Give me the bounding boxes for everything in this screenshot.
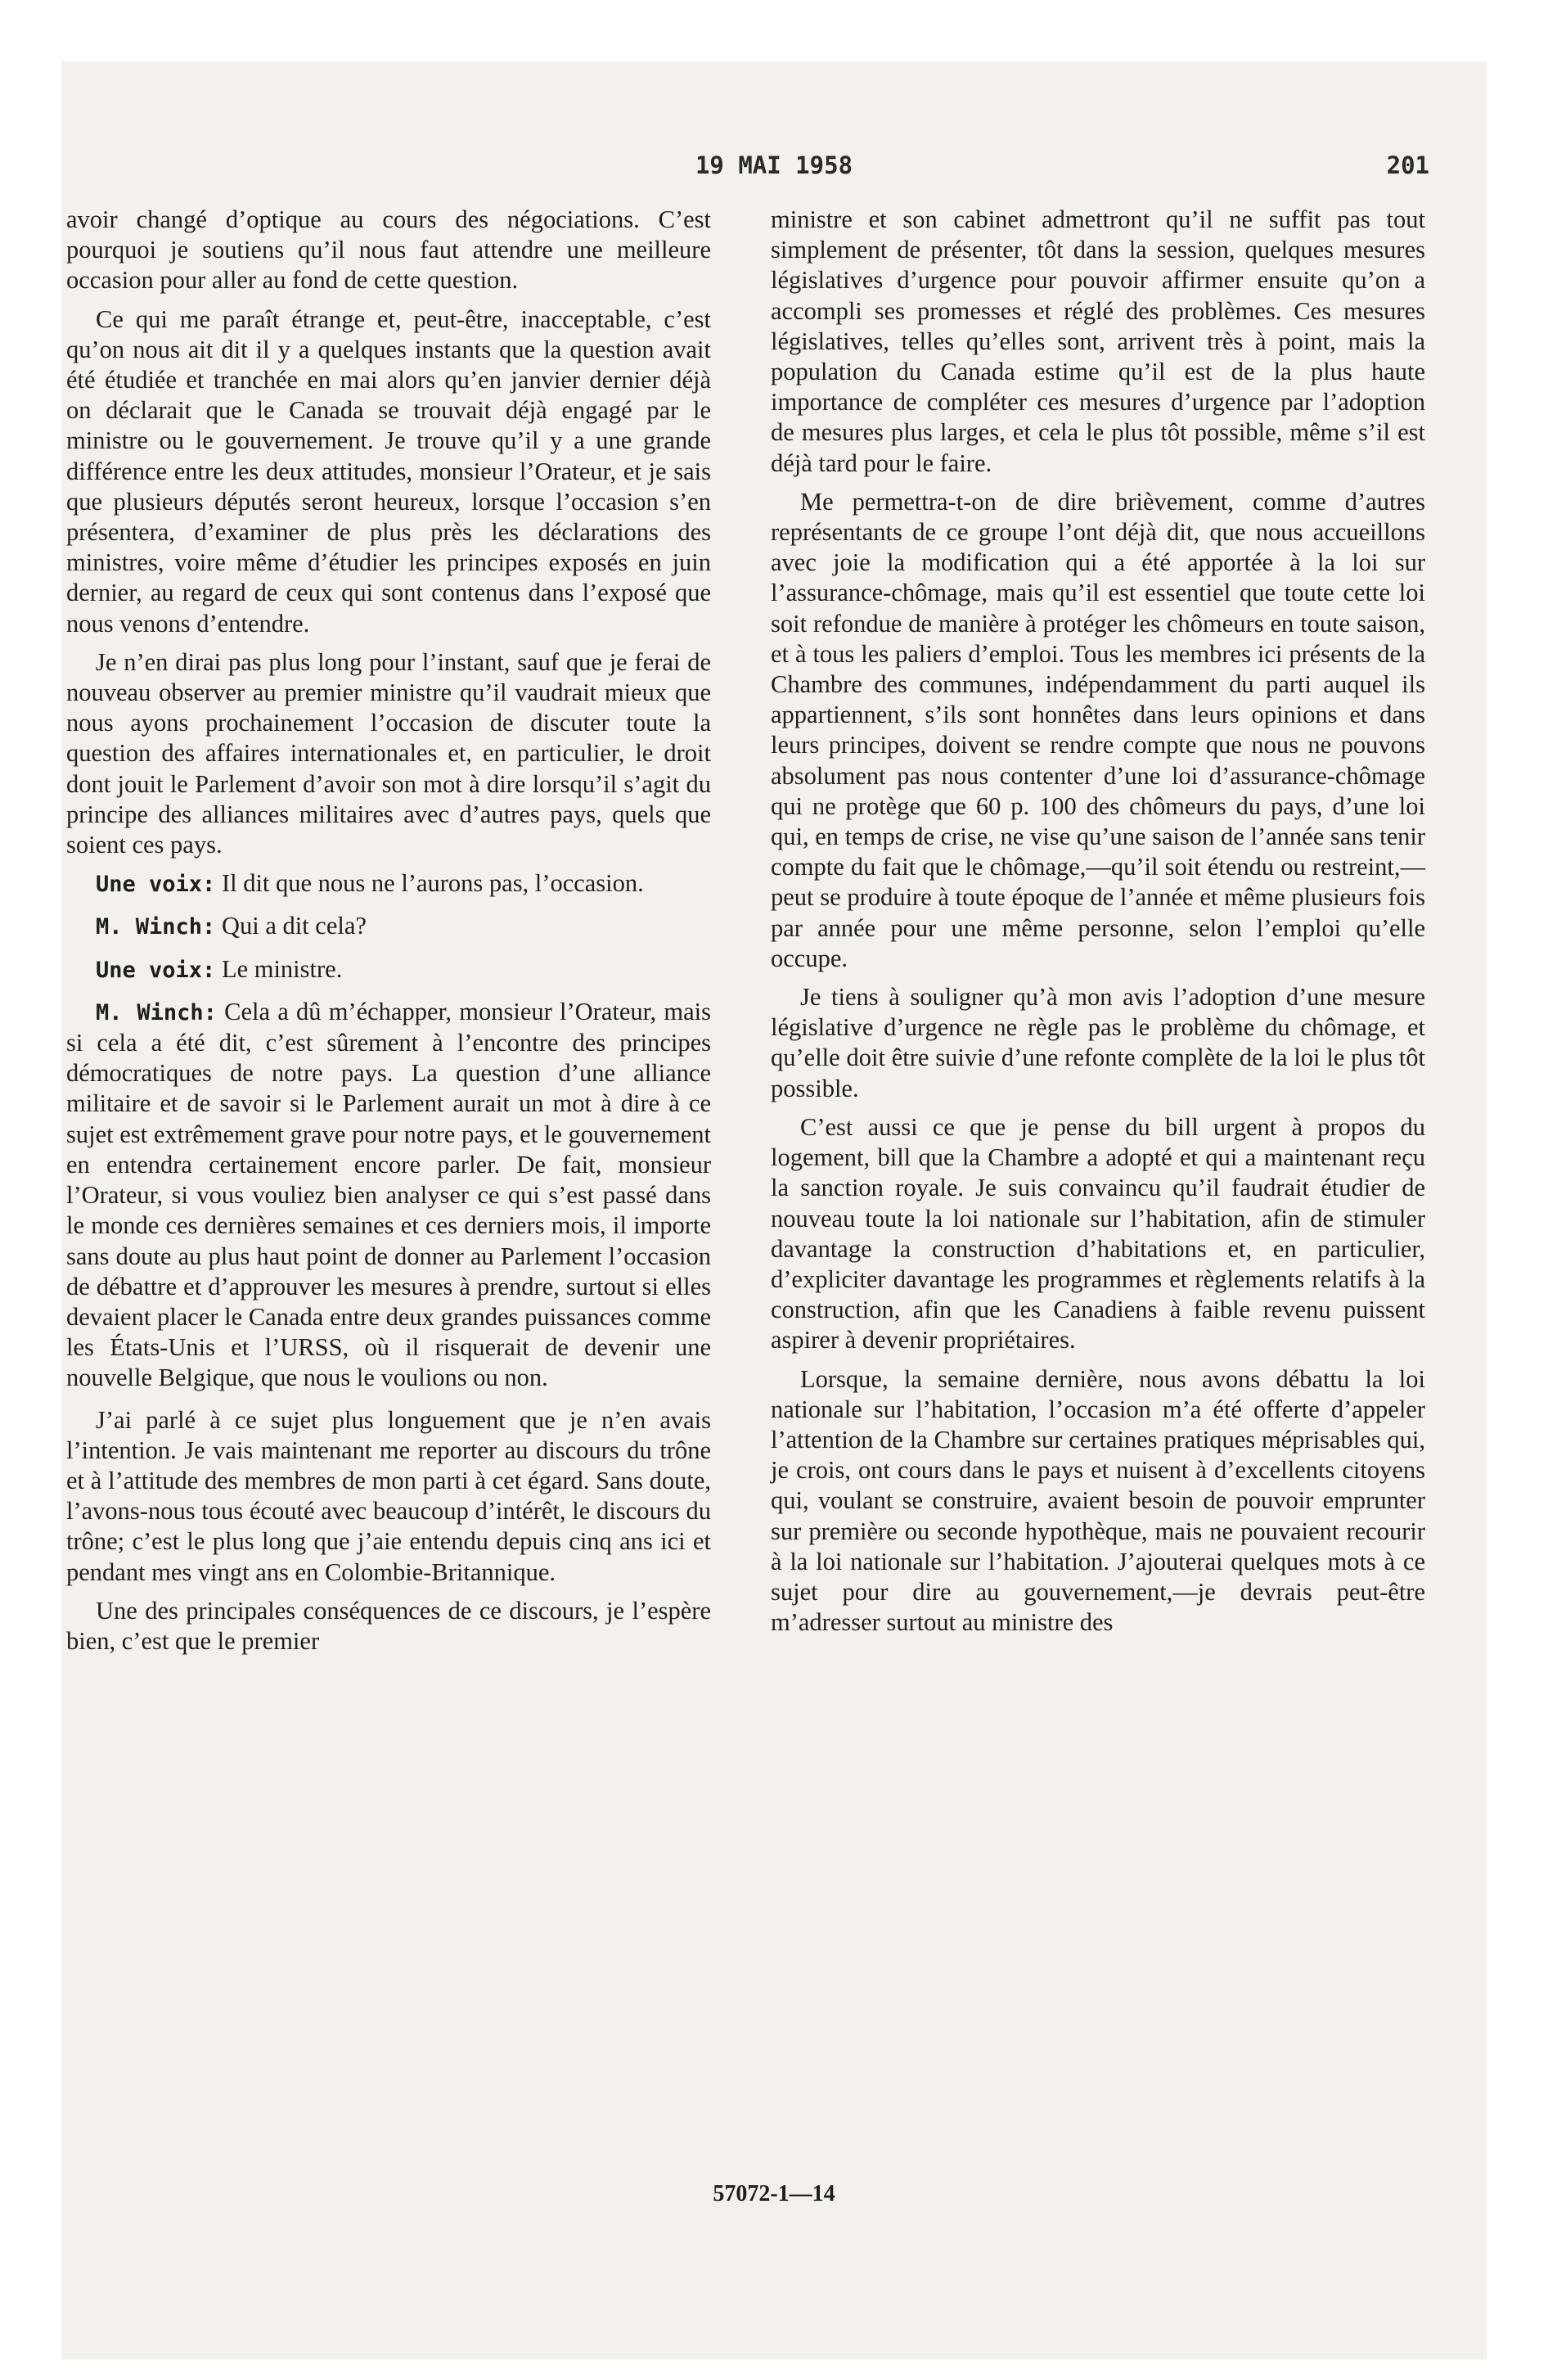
paragraph bbox=[66, 647, 711, 860]
paragraph bbox=[66, 205, 711, 296]
paragraph-text: ministre et son cabinet admettront qu’il ne suffit pas tout simplement de présenter, tôt dans la session, quelques mesures législatives d’urgence pour pouvoir affirmer ensuite qu’on a accompli ses promesses et réglé des problèmes. Ces mesures législatives, telles qu’elles sont, arrivent très à point, mais la population du Canada estime qu’il est de la plus haute importance de compléter ces mesures d’urgence par l’adoption de mesures plus larges, et cela le plus tôt possible, même s’il est déjà tard pour le faire. bbox=[771, 205, 1425, 477]
paragraph-text: Le ministre. bbox=[221, 954, 343, 983]
page-footer-code: 57072-1—14 bbox=[713, 2181, 835, 2206]
speaker-name: Une voix: bbox=[96, 872, 216, 898]
speech-paragraph bbox=[66, 954, 711, 985]
right-column bbox=[771, 205, 1425, 1646]
paragraph bbox=[771, 205, 1425, 479]
speaker-name: Une voix: bbox=[96, 957, 216, 983]
paragraph-text: Qui a dit cela? bbox=[221, 912, 367, 940]
paragraph bbox=[771, 1364, 1425, 1639]
paragraph-text: J’ai parlé à ce sujet plus longuement que je n’en avais l’intention. Je vais maintenant me reporter au discours du trône et à l’attitude des membres de mon parti à cet égard. Sans doute, l’avons-nous tous écouté avec beaucoup d’intérêt, le discours du trône; c’est le plus long que j’aie entendu depuis cinq ans ici et pendant mes vingt ans en Colombie-Britannique. bbox=[66, 1405, 711, 1586]
left-column bbox=[66, 205, 711, 1665]
paragraph bbox=[771, 1112, 1425, 1356]
speaker-name: M. Winch: bbox=[96, 999, 217, 1025]
paragraph-text: avoir changé d’optique au cours des négociations. C’est pourquoi je soutiens qu’il nous faut attendre une meilleure occasion pour aller au fond de cette question. bbox=[66, 205, 711, 295]
speaker-name: M. Winch: bbox=[96, 914, 216, 940]
paragraph bbox=[771, 487, 1425, 974]
paragraph-text: Lorsque, la semaine dernière, nous avons débattu la loi nationale sur l’habitation, l’occasion m’a été offerte d’appeler l’attention de la Chambre sur certaines pratiques méprisables qui, je crois, ont cours dans le pays et nuisent à d’excellents citoyens qui, voulant se construire, avaient besoin de pouvoir emprunter sur première ou seconde hypothèque, mais ne pouvaient recourir à la loi nationale sur l’habitation. J’ajouterai quelques mots à ce sujet pour dire au gouvernement,—je devrais peut-être m’adresser surtout au ministre des bbox=[771, 1364, 1425, 1637]
page-date: 19 MAI 1958 bbox=[695, 151, 853, 179]
page bbox=[61, 61, 1487, 2360]
paragraph-text: Ce qui me paraît étrange et, peut-être, inacceptable, c’est qu’on nous ait dit il y a quelques instants que la question avait été étudiée et tranchée en mai alors qu’en janvier dernier déjà on déclarait que le Canada se trouvait déjà engagé par le ministre ou le gouvernement. Je trouve qu’il y a une grande différence entre les deux attitudes, monsieur l’Orateur, et je sais que plusieurs députés seront heureux, lorsque l’occasion s’en présentera, d’examiner de plus près les déclarations des ministres, voire même d’étudier les principes exposés en juin dernier, au regard de ceux qui sont contenus dans l’exposé que nous venons d’entendre. bbox=[66, 304, 711, 638]
paragraph bbox=[66, 1405, 711, 1588]
paragraph bbox=[771, 982, 1425, 1104]
paragraph-text: Il dit que nous ne l’aurons pas, l’occasion. bbox=[221, 869, 644, 898]
paragraph-text: Une des principales conséquences de ce discours, je l’espère bien, c’est que le premier bbox=[66, 1596, 711, 1655]
paragraph-text: Je tiens à souligner qu’à mon avis l’adoption d’une mesure législative d’urgence ne règle pas le problème du chômage, et qu’elle doit être suivie d’une refonte complète de la loi le plus tôt possible. bbox=[771, 983, 1425, 1102]
paragraph-text: C’est aussi ce que je pense du bill urgent à propos du logement, bill que la Chambre a adopté et qui a maintenant reçu la sanction royale. Je suis convaincu qu’il faudrait étudier de nouveau toute la loi nationale sur l’habitation, afin de stimuler davantage la construction d’habitations et, en particulier, d’expliciter davantage les programmes et règlements relatifs à la construction, afin que les Canadiens à faible revenu puissent aspirer à devenir propriétaires. bbox=[771, 1112, 1425, 1355]
speech-paragraph bbox=[66, 868, 711, 899]
speech-paragraph bbox=[66, 911, 711, 942]
page-number: 201 bbox=[1386, 151, 1429, 179]
page-header bbox=[61, 151, 1487, 192]
paragraph-text: Je n’en dirai pas plus long pour l’instant, sauf que je ferai de nouveau observer au premier ministre qu’il vaudrait mieux que nous ayons prochainement l’occasion de discuter toute la question des affaires internationales et, en particulier, le droit dont jouit le Parlement d’avoir son mot à dire lorsqu’il s’agit du principe des alliances militaires avec d’autres pays, quels que soient ces pays. bbox=[66, 647, 711, 859]
paragraph-text: Cela a dû m’échapper, monsieur l’Orateur, mais si cela a été dit, c’est sûrement à l’encontre des principes démocratiques de notre pays. La question d’une alliance militaire et de savoir si le Parlement aurait un mot à dire à ce sujet est extrêmement grave pour notre pays, et le gouvernement en entendra certainement encore parler. De fait, monsieur l’Orateur, si vous vouliez bien analyser ce qui s’est passé dans le monde ces dernières semaines et ces derniers mois, il importe sans doute au plus haut point de donner au Parlement l’occasion de débattre et d’approuver les mesures à prendre, surtout si elles devaient placer le Canada entre deux grandes puissances comme les États-Unis et l’URSS, où il risquerait de devenir une nouvelle Belgique, que nous le voulions ou non. bbox=[66, 997, 711, 1392]
paragraph-text: Me permettra-t-on de dire brièvement, comme d’autres représentants de ce groupe l’ont déjà dit, que nous accueillons avec joie la modification qui a été apportée à la loi sur l’assurance-chômage, mais qu’il est essentiel que toute cette loi soit refondue de manière à protéger les chômeurs en toute saison, et à tous les paliers d’emploi. Tous les membres ici présents de la Chambre des communes, indépendamment du parti auquel ils appartiennent, s’ils sont honnêtes dans leurs opinions et dans leurs principes, doivent se rendre compte que nous ne pouvons absolument pas nous contenter d’une loi d’assurance-chômage qui ne protège que 60 p. 100 des chômeurs du pays, d’une loi qui, en temps de crise, ne vise qu’une saison de l’année sans tenir compte du fait que le chômage,—qu’il soit étendu ou restreint,—peut se produire à toute époque de l’année et même plusieurs fois par année pour une même personne, selon l’emploi qu’elle occupe. bbox=[771, 487, 1425, 972]
paragraph bbox=[66, 1596, 711, 1657]
speech-paragraph bbox=[66, 997, 711, 1394]
paragraph bbox=[66, 304, 711, 639]
